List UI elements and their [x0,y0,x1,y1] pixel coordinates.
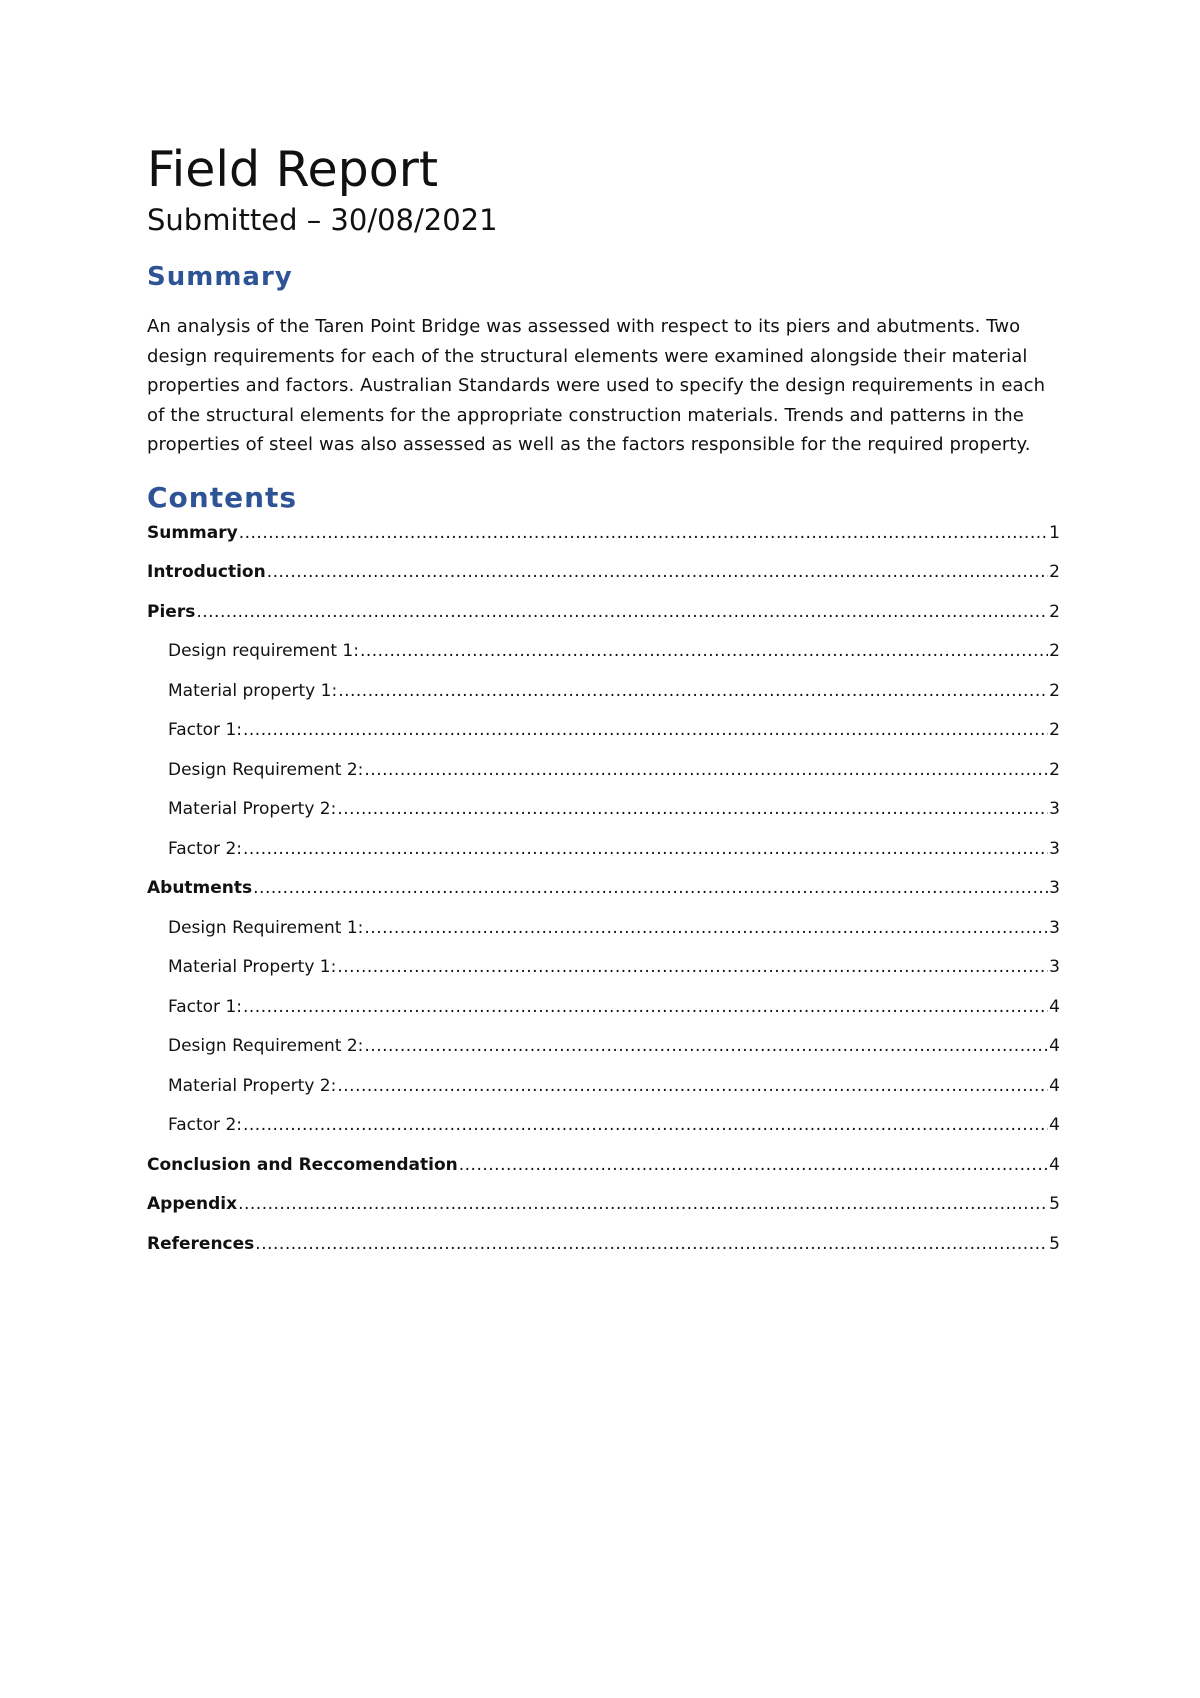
summary-paragraph: An analysis of the Taren Point Bridge was assessed with respect to its piers and abutments. Two design requirements for each of the structural elements were examined alongside their material properties and factors. Australian Standards were used to specify the design requirements in each of the structural elements for the appropriate construction materials. Trends and patterns in the properties of steel was also assessed as well as the factors responsible for the required property. [147,316,1046,455]
toc-entry[interactable] [147,956,1060,996]
toc-entry[interactable] [147,1114,1060,1154]
toc-dot-leader [243,1114,1048,1136]
toc-entry[interactable] [147,719,1060,759]
toc-entry-label: Material property 1: [168,680,338,701]
toc-dot-leader [196,601,1048,623]
toc-entry-page-number: 2 [1049,759,1060,780]
toc-entry-label: Piers [147,601,196,622]
toc-entry-page-number: 5 [1049,1194,1060,1214]
toc-entry[interactable] [147,522,1060,562]
toc-entry-label: Summary [147,522,238,543]
toc-dot-leader [243,838,1048,860]
toc-entry-page-number: 4 [1049,1075,1060,1096]
toc-entry-label: Design Requirement 1: [168,917,364,938]
toc-entry-label: Factor 1: [168,996,242,1017]
toc-dot-leader [338,680,1048,702]
toc-dot-leader [364,759,1048,781]
toc-dot-leader [253,877,1048,899]
toc-dot-leader [360,640,1048,662]
toc-dot-leader [267,561,1048,583]
document-title: Field Report [147,141,439,198]
toc-entry[interactable] [147,1035,1060,1075]
toc-entry[interactable] [147,1233,1060,1273]
toc-dot-leader [337,956,1048,978]
toc-dot-leader [459,1154,1048,1176]
toc-entry[interactable] [147,640,1060,680]
toc-entry-page-number: 4 [1049,1036,1060,1056]
toc-entry[interactable] [147,877,1060,917]
toc-entry-page-number: 4 [1049,996,1060,1017]
toc-entry[interactable] [147,917,1060,957]
toc-entry-page-number: 5 [1049,1233,1060,1254]
toc-dot-leader [364,917,1048,939]
toc-entry-label: Material Property 1: [168,957,337,977]
toc-dot-leader [337,1075,1048,1097]
toc-entry-label: Introduction [147,562,266,582]
contents-heading: Contents [147,480,298,514]
toc-entry-page-number: 3 [1049,917,1060,938]
toc-entry[interactable] [147,1154,1060,1194]
toc-entry[interactable] [147,561,1060,601]
toc-dot-leader [239,522,1048,544]
toc-entry-page-number: 2 [1049,562,1060,582]
toc-entry-label: Conclusion and Reccomendation [147,1154,458,1175]
toc-entry-page-number: 2 [1049,680,1060,701]
toc-entry[interactable] [147,1193,1060,1233]
summary-heading: Summary [147,262,293,292]
toc-entry-label: Material Property 2: [168,1075,337,1096]
toc-entry-page-number: 3 [1049,878,1060,898]
toc-dot-leader [255,1233,1048,1255]
toc-entry-page-number: 4 [1049,1115,1060,1135]
toc-entry-label: Design requirement 1: [168,641,359,661]
toc-dot-leader [337,798,1048,820]
toc-entry-label: References [147,1233,255,1254]
toc-entry-label: Design Requirement 2: [168,759,364,780]
toc-dot-leader [243,996,1048,1018]
toc-dot-leader [243,719,1048,741]
toc-entry-label: Material Property 2: [168,799,337,819]
toc-entry-label: Factor 2: [168,838,242,859]
toc-entry-page-number: 1 [1049,522,1060,543]
document-page [147,140,1060,1272]
toc-entry[interactable] [147,798,1060,838]
toc-entry-label: Factor 2: [168,1115,242,1135]
toc-entry-page-number: 2 [1049,720,1060,740]
toc-entry[interactable] [147,601,1060,641]
table-of-contents [147,522,1060,1273]
toc-entry[interactable] [147,996,1060,1036]
document-subtitle: Submitted – 30/08/2021 [147,203,498,237]
toc-entry[interactable] [147,1075,1060,1115]
toc-dot-leader [238,1193,1048,1215]
toc-entry-page-number: 3 [1049,838,1060,859]
toc-entry[interactable] [147,680,1060,720]
toc-entry-label: Appendix [147,1194,238,1214]
toc-entry-page-number: 2 [1049,641,1060,661]
toc-entry-page-number: 4 [1049,1154,1060,1175]
toc-entry-page-number: 2 [1049,601,1060,622]
toc-dot-leader [364,1035,1048,1057]
toc-entry-label: Design Requirement 2: [168,1036,364,1056]
toc-entry-page-number: 3 [1049,799,1060,819]
toc-entry[interactable] [147,759,1060,799]
toc-entry-label: Abutments [147,878,253,898]
toc-entry-page-number: 3 [1049,957,1060,977]
toc-entry[interactable] [147,838,1060,878]
toc-entry-label: Factor 1: [168,720,242,740]
